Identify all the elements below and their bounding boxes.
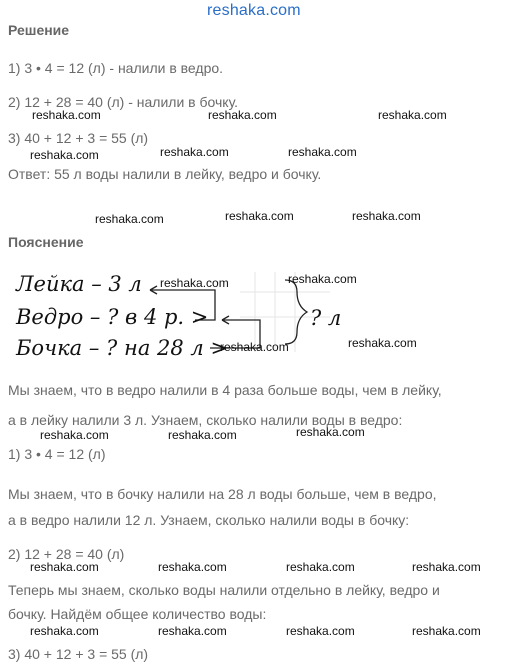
solution-line-1: 1) 3 • 4 = 12 (л) - налили в ведро. xyxy=(8,60,224,76)
watermark: reshaka.com xyxy=(168,428,237,442)
watermark: reshaka.com xyxy=(352,209,421,223)
watermark: reshaka.com xyxy=(288,145,357,159)
solution-line-2: 2) 12 + 28 = 40 (л) - налили в бочку. xyxy=(8,94,239,110)
explanation-line-4: а в ведро налили 12 л. Узнаем, сколько налили воды в бочку: xyxy=(8,512,410,528)
explanation-line-1: Мы знаем, что в ведро налили в 4 раза больше воды, чем в лейку, xyxy=(8,382,442,398)
explanation-line-6: бочку. Найдём общее количество воды: xyxy=(8,606,267,622)
watermark: reshaka.com xyxy=(40,428,109,442)
answer-line: Ответ: 55 л воды налили в лейку, ведро и бочку. xyxy=(8,166,322,182)
watermark: reshaka.com xyxy=(160,276,229,290)
solution-heading: Решение xyxy=(8,22,70,38)
watermark: reshaka.com xyxy=(412,560,481,574)
explanation-line-3: Мы знаем, что в бочку налили на 28 л воды больше, чем в ведро, xyxy=(8,486,437,502)
diagram-row-lejka: Лейка – 3 л xyxy=(16,272,142,296)
watermark: reshaka.com xyxy=(348,336,417,350)
watermark: reshaka.com xyxy=(208,108,277,122)
watermark: reshaka.com xyxy=(30,624,99,638)
watermark: reshaka.com xyxy=(32,108,101,122)
explanation-line-5: Теперь мы знаем, сколько воды налили отдельно в лейку, ведро и xyxy=(8,582,440,598)
diagram-total: ? л xyxy=(310,306,342,330)
watermark: reshaka.com xyxy=(288,272,357,286)
explanation-step-3: 3) 40 + 12 + 3 = 55 (л) xyxy=(8,646,149,662)
watermark: reshaka.com xyxy=(220,340,289,354)
explanation-line-2: а в лейку налили 3 л. Узнаем, сколько налили воды в ведро: xyxy=(8,412,403,428)
watermark: reshaka.com xyxy=(30,560,99,574)
site-logo[interactable]: reshaka.com xyxy=(207,2,301,19)
watermark: reshaka.com xyxy=(286,560,355,574)
watermark: reshaka.com xyxy=(30,148,99,162)
diagram-row-vedro: Ведро – ? в 4 р. > xyxy=(16,305,209,329)
watermark: reshaka.com xyxy=(296,425,365,439)
explanation-step-2: 2) 12 + 28 = 40 (л) xyxy=(8,546,125,562)
watermark: reshaka.com xyxy=(225,209,294,223)
watermark: reshaka.com xyxy=(158,560,227,574)
watermark: reshaka.com xyxy=(286,624,355,638)
watermark: reshaka.com xyxy=(412,624,481,638)
diagram-row-bochka: Бочка – ? на 28 л > xyxy=(16,336,229,360)
explanation-heading: Пояснение xyxy=(8,234,84,250)
watermark: reshaka.com xyxy=(378,108,447,122)
total-brace xyxy=(285,280,307,344)
explanation-step-1: 1) 3 • 4 = 12 (л) xyxy=(8,446,106,462)
watermark: reshaka.com xyxy=(160,145,229,159)
solution-line-3: 3) 40 + 12 + 3 = 55 (л) xyxy=(8,130,149,146)
watermark: reshaka.com xyxy=(158,624,227,638)
watermark: reshaka.com xyxy=(95,212,164,226)
